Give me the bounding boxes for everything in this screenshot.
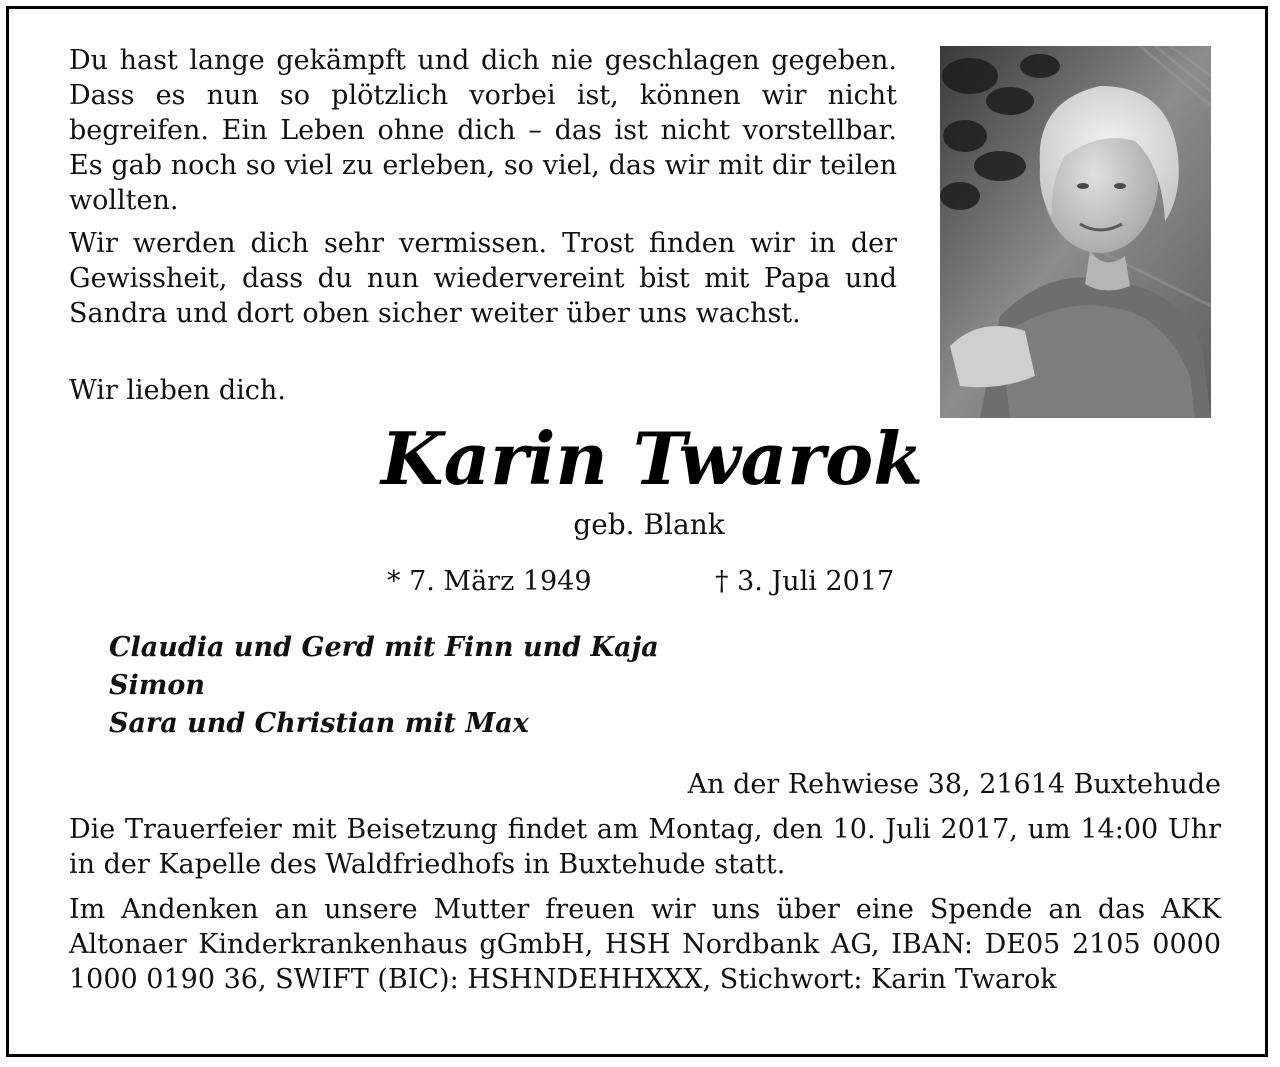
maiden-name: geb. Blank [573, 508, 725, 541]
family-member: Simon [109, 670, 205, 701]
family-address: An der Rehwiese 38, 21614 Buxtehude [687, 769, 1221, 800]
portrait-photo [940, 46, 1211, 418]
deceased-name: Karin Twarok [381, 416, 924, 501]
birth-date: * 7. März 1949 [387, 566, 592, 597]
donation-info: Im Andenken an unsere Mutter freuen wir uns über eine Spende an das AKK Altonaer Kinderkrankenhaus gGmbH, HSH Nordbank AG, IBAN: DE05 2105 0000 1000 0190 36, SWIFT (BIC): HSHNDEHHXXX, Stichwort: Karin Twarok [69, 894, 1221, 995]
family-member: Claudia und Gerd mit Finn und Kaja [109, 632, 659, 663]
death-date: † 3. Juli 2017 [715, 566, 895, 597]
portrait-photo-icon [940, 46, 1211, 418]
obituary-notice [6, 6, 1268, 1057]
family-list [109, 629, 659, 743]
poem-paragraph-3: Wir lieben dich. [69, 375, 286, 406]
family-member: Sara und Christian mit Max [109, 708, 529, 739]
poem-paragraph-1: Du hast lange gekämpft und dich nie geschlagen gegeben. Dass es nun so plötzlich vorbei ist, können wir nicht begreifen. Ein Leben ohne dich – das ist nicht vorstellbar. Es gab noch so viel zu erleben, so viel, das wir mit dir teilen wollten. [69, 45, 897, 216]
poem-paragraph-2: Wir werden dich sehr vermissen. Trost finden wir in der Gewissheit, dass du nun wiedervereint bist mit Papa und Sandra und dort oben sicher weiter über uns wachst. [69, 228, 897, 329]
funeral-info: Die Trauerfeier mit Beisetzung findet am Montag, den 10. Juli 2017, um 14:00 Uhr in der Kapelle des Waldfriedhofs in Buxtehude statt. [69, 814, 1221, 880]
